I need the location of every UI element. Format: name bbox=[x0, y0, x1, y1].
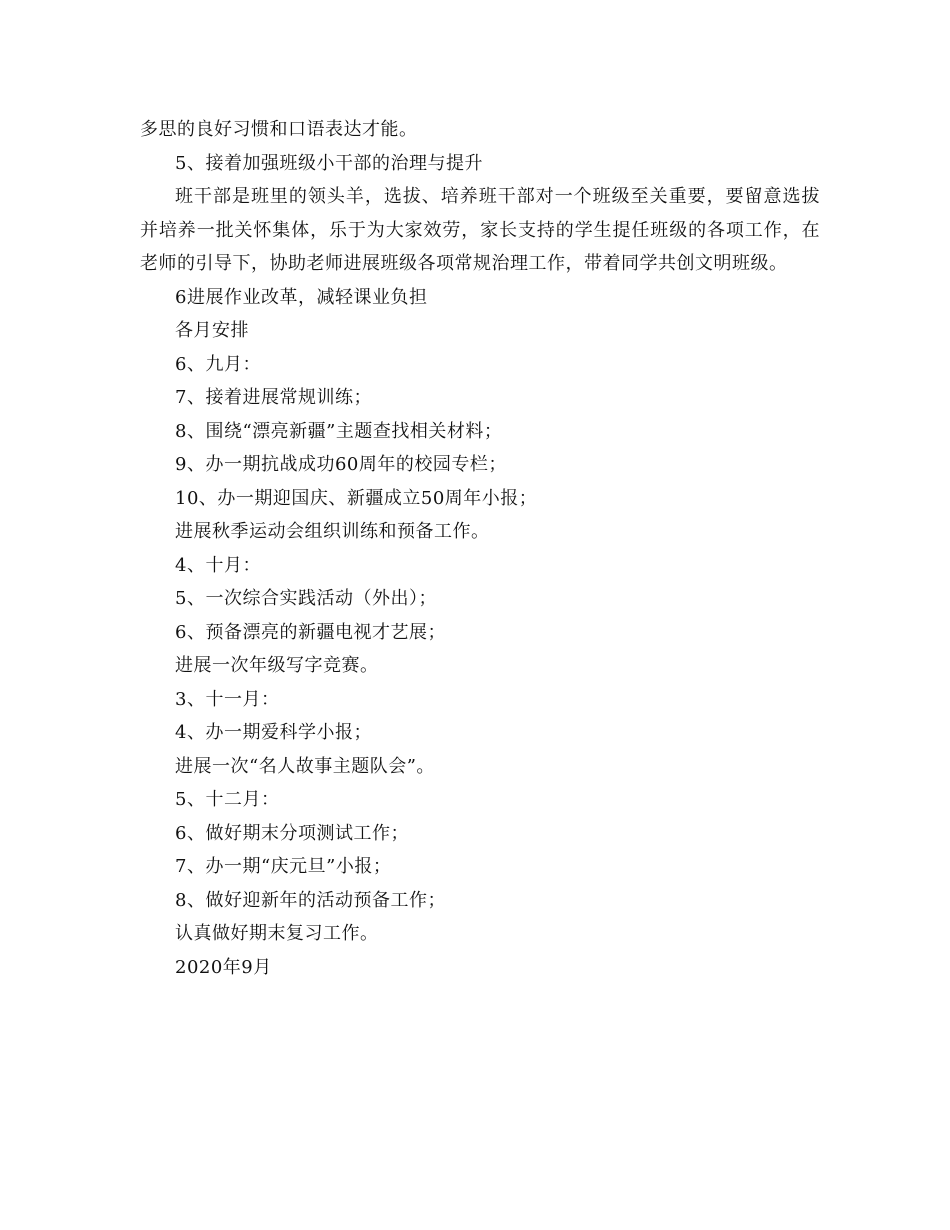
section-heading-homework-reform: 6进展作业改革，减轻课业负担 bbox=[175, 286, 428, 308]
list-item: 9、办一期抗战成功60周年的校园专栏； bbox=[175, 454, 507, 475]
list-item: 10、办一期迎国庆、新疆成立50周年小报； bbox=[175, 487, 538, 509]
document-body bbox=[140, 113, 820, 984]
month-november: 3、十一月： bbox=[175, 688, 280, 710]
month-september: 6、九月： bbox=[175, 353, 261, 375]
list-item: 6、预备漂亮的新疆电视才艺展； bbox=[175, 621, 446, 643]
list-item: 5、一次综合实践活动（外出）； bbox=[175, 588, 437, 609]
month-december: 5、十二月： bbox=[175, 789, 280, 810]
list-item: 6、做好期末分项测试工作； bbox=[175, 822, 409, 844]
list-item: 认真做好期末复习工作。 bbox=[175, 923, 379, 944]
month-october: 4、十月： bbox=[175, 554, 261, 576]
paragraph-class-cadres: 班干部是班里的领头羊，选拔、培养班干部对一个班级至关重要，要留意选拔并培养一批关怀集体，乐于为大家效劳，家长支持的学生提任班级的各项工作，在老师的引导下，协助老师进展班级各项常规治理工作，带着同学共创文明班级。 bbox=[140, 186, 820, 274]
list-item: 进展秋季运动会组织训练和预备工作。 bbox=[175, 521, 490, 542]
text-line-continuation: 多思的良好习惯和口语表达才能。 bbox=[140, 119, 418, 140]
document-date: 2020年9月 bbox=[175, 956, 272, 978]
list-item: 7、接着进展常规训练； bbox=[175, 387, 372, 408]
list-item: 4、办一期爱科学小报； bbox=[175, 722, 372, 743]
list-item: 进展一次年级写字竞赛。 bbox=[175, 655, 379, 676]
list-item: 8、做好迎新年的活动预备工作； bbox=[175, 889, 446, 911]
list-item: 7、办一期“庆元旦”小报； bbox=[175, 856, 392, 877]
section-heading-class-cadres: 5、接着加强班级小干部的治理与提升 bbox=[175, 152, 483, 174]
list-item: 8、围绕“漂亮新疆”主题查找相关材料； bbox=[175, 420, 503, 442]
list-item: 进展一次“名人故事主题队会”。 bbox=[175, 755, 435, 777]
monthly-plan-heading: 各月安排 bbox=[175, 320, 249, 341]
